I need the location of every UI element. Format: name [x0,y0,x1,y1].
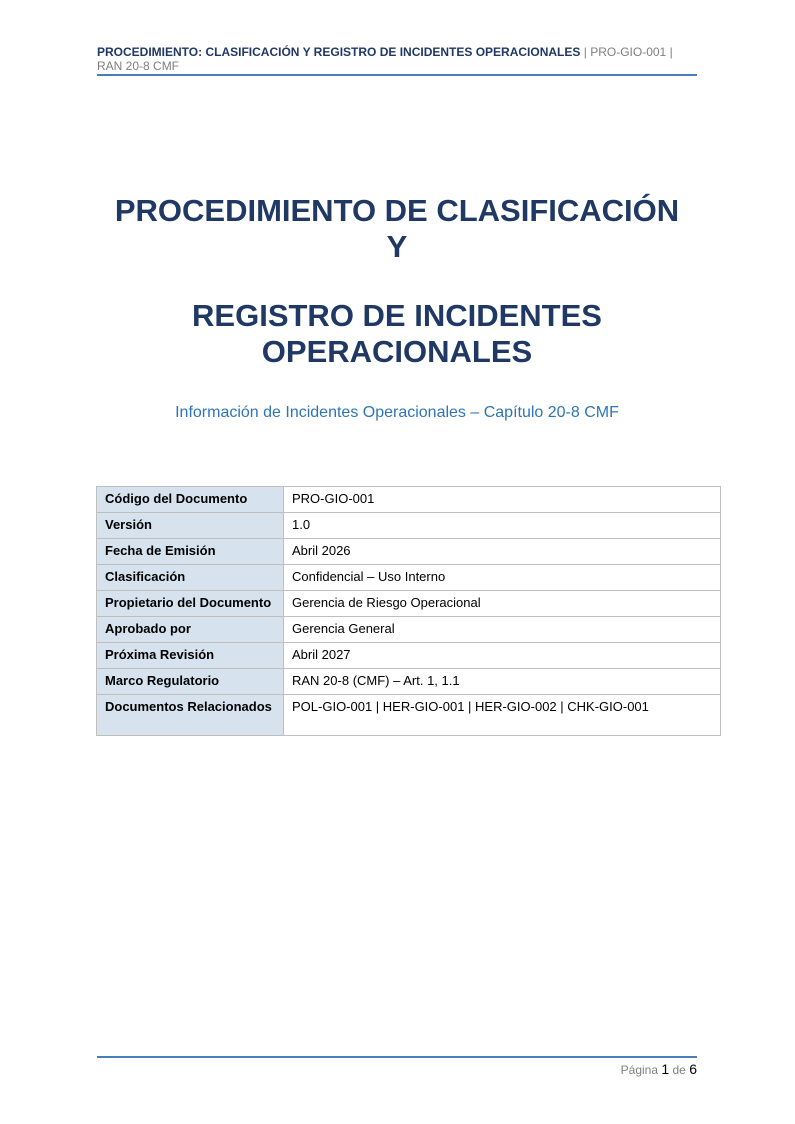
title-line-2b: OPERACIONALES [261,334,533,369]
document-title [97,193,697,370]
table-row [97,487,721,513]
table-row [97,617,721,643]
metadata-value: Gerencia General [284,617,721,643]
metadata-value: RAN 20-8 (CMF) – Art. 1, 1.1 [284,669,721,695]
metadata-value: Confidencial – Uso Interno [284,565,721,591]
header-title: PROCEDIMIENTO: CLASIFICACIÓN Y REGISTRO DE INCIDENTES OPERACIONALES [97,45,581,59]
header-regulation: RAN 20-8 CMF [97,59,180,73]
footer-current-page: 1 [661,1061,670,1077]
metadata-value: POL-GIO-001 | HER-GIO-001 | HER-GIO-002 | CHK-GIO-001 [284,695,721,736]
page-header [97,45,697,76]
table-row [97,591,721,617]
metadata-value: Gerencia de Riesgo Operacional [284,591,721,617]
metadata-label: Fecha de Emisión [97,539,284,565]
table-row [97,513,721,539]
metadata-label: Marco Regulatorio [97,669,284,695]
header-separator: | [669,45,673,59]
title-line-2 [97,298,697,370]
footer-page-word: Página [620,1063,659,1077]
metadata-label: Documentos Relacionados [97,695,284,736]
table-row [97,669,721,695]
metadata-label: Propietario del Documento [97,591,284,617]
title-line-1a: PROCEDIMIENTO DE CLASIFICACIÓN [114,193,680,228]
footer-total-pages: 6 [689,1061,697,1077]
metadata-label: Aprobado por [97,617,284,643]
metadata-label: Versión [97,513,284,539]
page-footer [97,1056,697,1078]
title-line-1 [97,193,697,265]
header-separator: | [583,45,587,59]
table-row [97,539,721,565]
header-document-code: PRO-GIO-001 [590,45,667,59]
metadata-value: Abril 2026 [284,539,721,565]
metadata-value: Abril 2027 [284,643,721,669]
document-subtitle: Información de Incidentes Operacionales – Capítulo 20-8 CMF [175,404,619,421]
metadata-value: PRO-GIO-001 [284,487,721,513]
table-row [97,643,721,669]
metadata-label: Próxima Revisión [97,643,284,669]
table-row [97,565,721,591]
metadata-label: Código del Documento [97,487,284,513]
title-line-2a: REGISTRO DE INCIDENTES [192,298,602,333]
document-metadata-table [96,486,721,736]
metadata-value: 1.0 [284,513,721,539]
footer-of-word: de [672,1063,686,1077]
table-row [97,695,721,736]
metadata-label: Clasificación [97,565,284,591]
title-line-1b: Y [386,229,408,264]
